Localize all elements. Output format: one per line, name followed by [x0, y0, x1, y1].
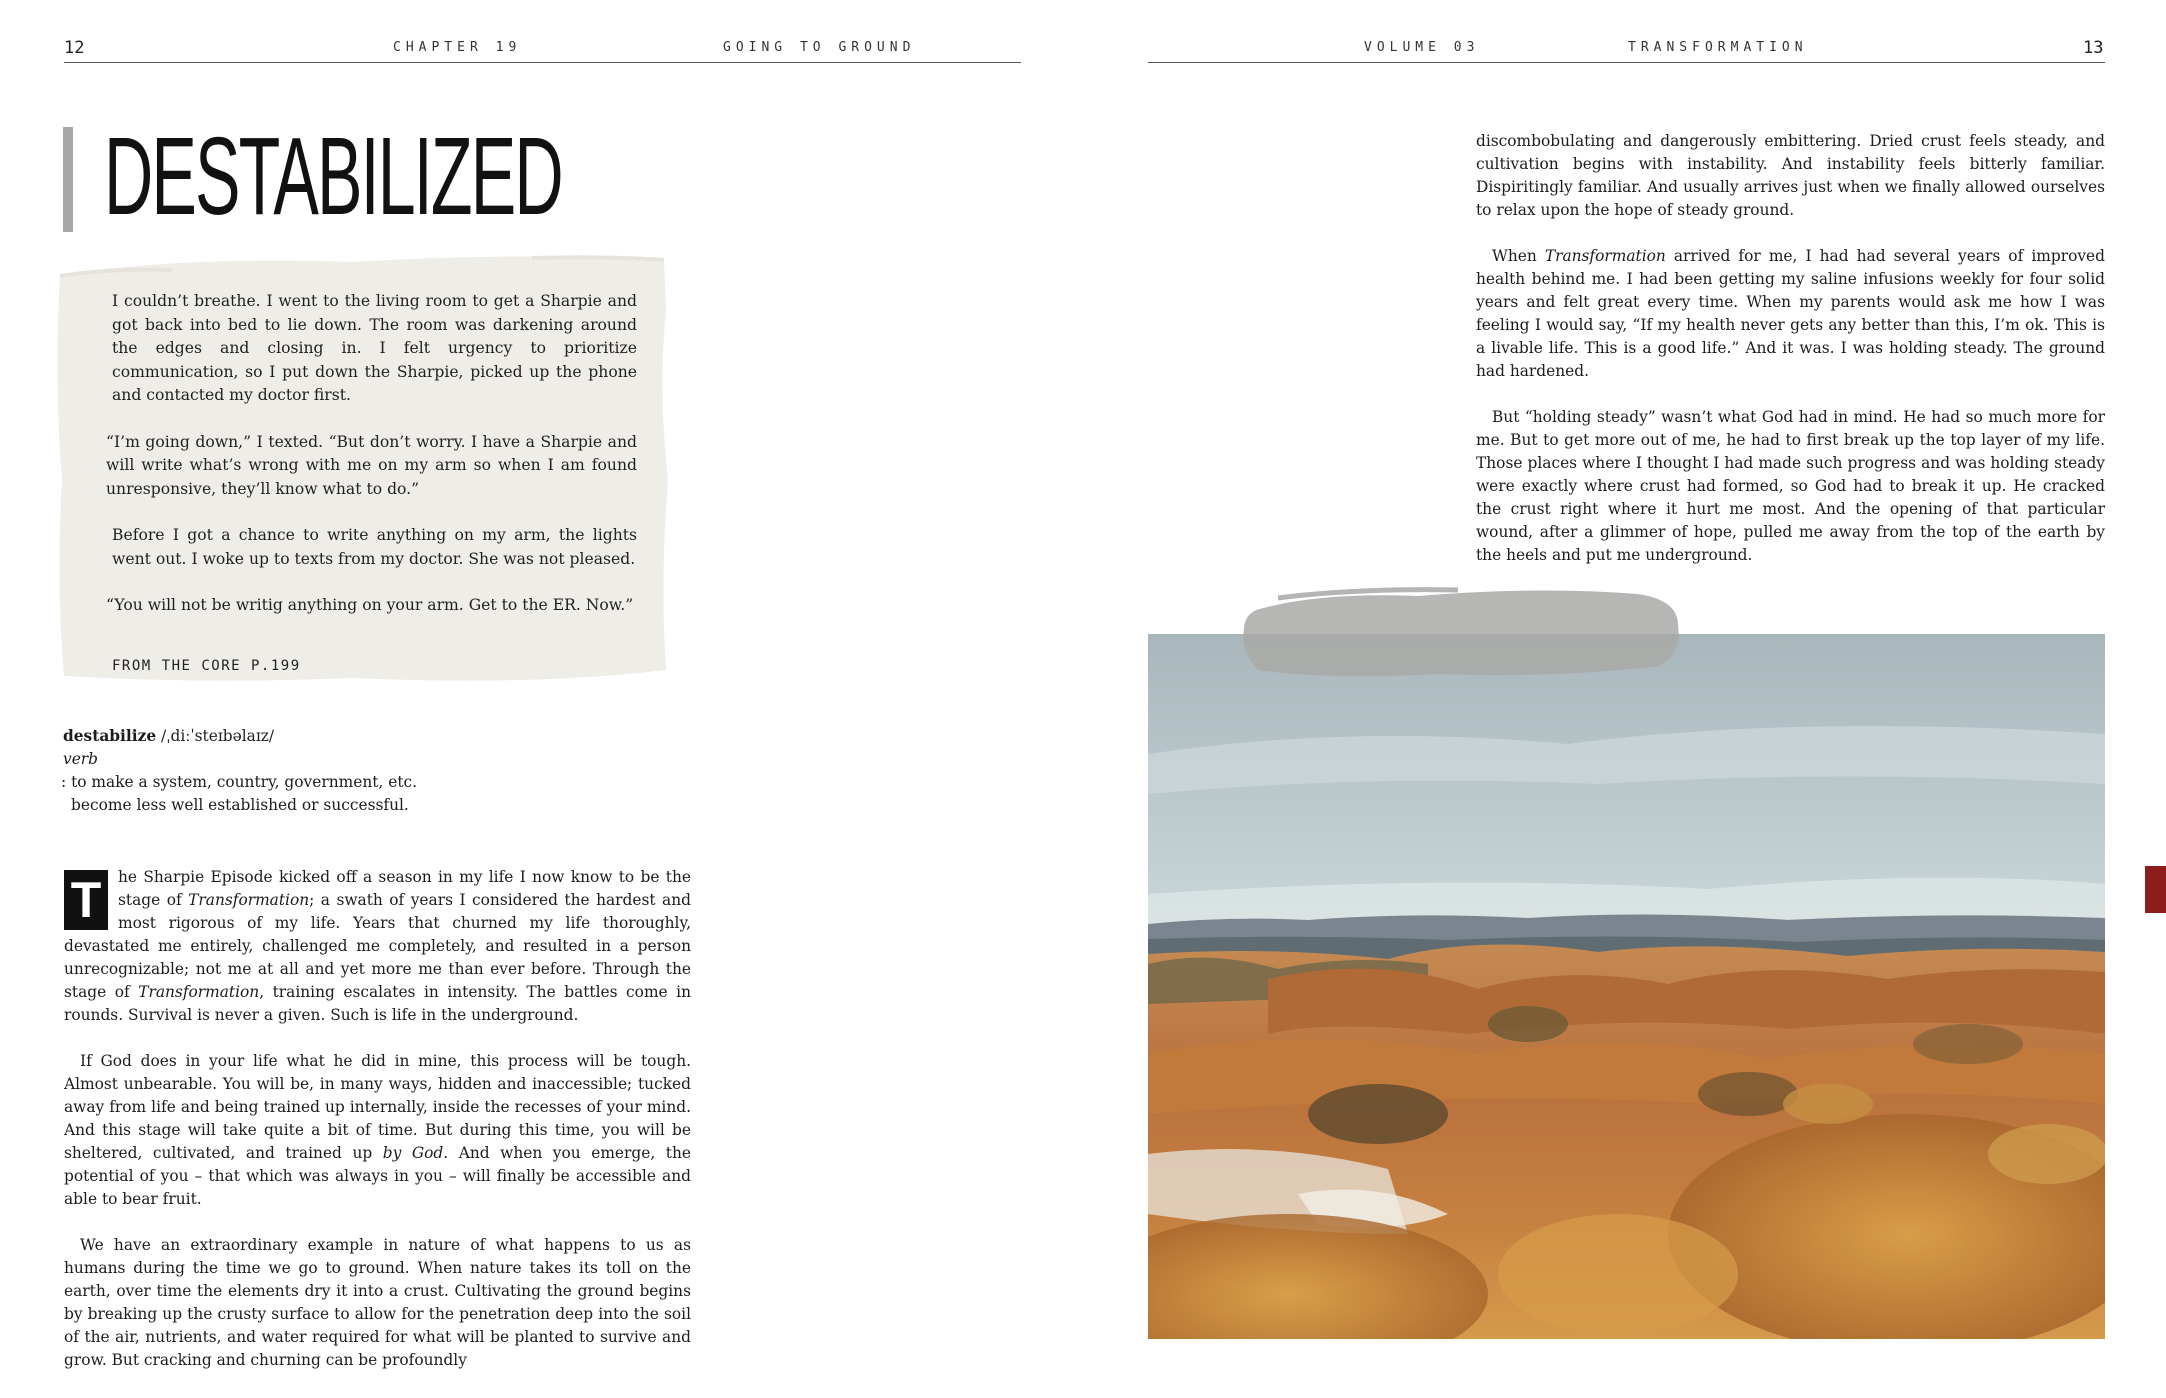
body-column-left [64, 866, 691, 1395]
quote-paragraph-2: “I’m going down,” I texted. “But don’t worry. I have a Sharpie and will write what’s wrong with me on my arm so when I am found unresponsive, they’ll know what to do.” [106, 432, 637, 498]
body-paragraph-1 [64, 866, 691, 1027]
running-head-volume: VOLUME 03 [1364, 40, 1480, 55]
body-p1-emphasis-1: Transformation [188, 891, 310, 909]
dictionary-definition [63, 725, 663, 817]
body-column-right [1476, 130, 2105, 590]
definition-word: destabilize [63, 727, 157, 745]
body-p2-text-a: If God does in your life what he did in mine, this process will be tough. Almost unbearable. You will be, in many ways, hidden and inaccessible; tucked away from life and being trained up internally, inside the recesses of your mind. And this stage will take quite a bit of time. But during this time, you will be sheltered, cultivated, and trained up [64, 1052, 691, 1162]
right-p2-text-a: When [1492, 247, 1545, 265]
body-p1-emphasis-2: Transformation [138, 983, 260, 1001]
right-p2-text-b: arrived for me, I had had several years of improved health behind me. I had been getting my saline infusions weekly for four solid years and felt great every time. When my parents would ask me how I was feeling I would say, “If my health never gets any better than this, I’m ok. This is a livable life. This is a good life.” And it was. I was holding steady. The ground had hardened. [1476, 247, 2105, 380]
chapter-title: DESTABILIZED [104, 115, 562, 238]
body-p2-text-b: . And when you emerge, the potential of you – that which was always in you – will finally be accessible and able to bear fruit. [64, 1144, 691, 1208]
desert-landscape-photo [1148, 634, 2105, 1339]
body-p2-emphasis: by God [382, 1144, 444, 1162]
right-paragraph-3: But “holding steady” wasn’t what God had in mind. He had so much more for me. But to get more out of me, he had to first break up the top layer of my life. Those places where I thought I had made such progress and was holding steady were exactly where crust had formed, so God had to break it up. He cracked the crust right where it hurt me most. And the opening of that particular wound, after a glimmer of hope, pulled me away from the top of the earth by the heels and put me underground. [1476, 408, 2105, 564]
definition-pronunciation: /ˌdiːˈsteɪbəlaɪz/ [161, 727, 275, 745]
quote-source: FROM THE CORE P.199 [112, 657, 301, 674]
body-paragraph-2 [64, 1050, 691, 1211]
section-tab-marker [2145, 866, 2166, 913]
right-paragraph-1: discombobulating and dangerously embittering. Dried crust feels steady, and cultivation begins with instability. And instability feels bitterly familiar. Dispiritingly familiar. And usually arrives just when we finally allowed ourselves to relax upon the hope of steady ground. [1476, 132, 2105, 219]
header-rule-right [1148, 62, 2105, 63]
running-head-section-right: TRANSFORMATION [1628, 40, 1808, 55]
definition-line-1: : to make a system, country, government, etc. [61, 773, 418, 791]
body-p1-text-a: he Sharpie Episode kicked off a season in my life I now know to be the stage of [118, 868, 691, 909]
quote-paragraph-1: I couldn’t breathe. I went to the living room to get a Sharpie and got back into bed to lie down. The room was darkening around the edges and closing in. I felt urgency to prioritize communication, so I put down the Sharpie, picked up the phone and contacted my doctor first. [112, 292, 637, 404]
body-paragraph-3: We have an extraordinary example in nature of what happens to us as humans during the time we go to ground. When nature takes its toll on the earth, over time the elements dry it into a crust. Cultivating the ground begins by breaking up the crusty surface to allow for the penetration deep into the soil of the air, nutrients, and water required for what will be planted to survive and grow. But cracking and churning can be profoundly [64, 1236, 691, 1369]
body-p1-text-b: ; a swath of years I considered the hardest and most rigorous of my life. Years that churned my life thoroughly, devastated me entirely, challenged me completely, and resulted in a person unrecognizable; not me at all and yet more me than ever before. Through the stage of [64, 891, 692, 1001]
quote-paragraph-3: Before I got a chance to write anything on my arm, the lights went out. I woke up to texts from my doctor. She was not pleased. [112, 526, 637, 568]
title-accent-bar [63, 127, 73, 232]
right-paragraph-2 [1476, 245, 2105, 383]
quote-paragraph-4: “You will not be writig anything on your arm. Get to the ER. Now.” [106, 596, 634, 614]
definition-line-2: become less well established or successful. [71, 796, 409, 814]
pull-quote-panel [52, 250, 672, 688]
grey-brush-stroke [1238, 580, 1683, 685]
page-number-right: 13 [2083, 38, 2104, 58]
definition-part-of-speech: verb [63, 750, 99, 768]
header-rule-left [64, 62, 1021, 63]
page-number-left: 12 [64, 38, 85, 58]
drop-cap: T [64, 870, 108, 930]
running-head-chapter: CHAPTER 19 [393, 40, 522, 55]
right-p2-emphasis: Transformation [1544, 247, 1666, 265]
running-head-section: GOING TO GROUND [723, 40, 916, 55]
body-p1-text-c: , training escalates in intensity. The battles come in rounds. Survival is never a given. Such is life in the underground. [64, 983, 691, 1024]
